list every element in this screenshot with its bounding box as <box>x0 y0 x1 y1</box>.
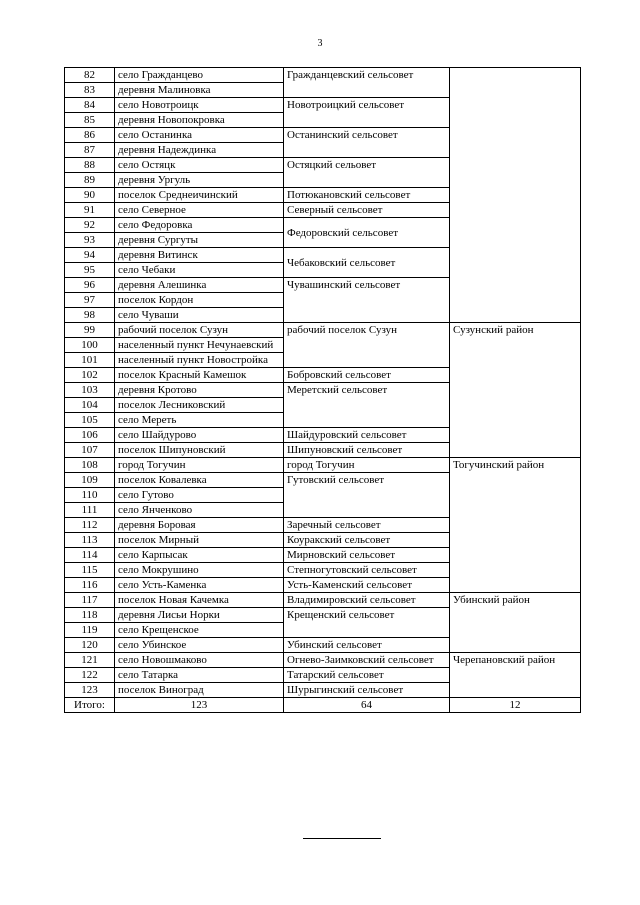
row-number: 98 <box>65 308 115 323</box>
total-districts: 12 <box>450 698 581 713</box>
row-number: 96 <box>65 278 115 293</box>
settlement-name: деревня Сургуты <box>115 233 284 248</box>
settlement-name: поселок Красный Камешок <box>115 368 284 383</box>
settlement-name: деревня Надеждинка <box>115 143 284 158</box>
row-number: 111 <box>65 503 115 518</box>
row-number: 84 <box>65 98 115 113</box>
total-label: Итого: <box>65 698 115 713</box>
table-row <box>65 68 581 83</box>
council-name: Мирновский сельсовет <box>284 548 450 563</box>
row-number: 91 <box>65 203 115 218</box>
row-number: 115 <box>65 563 115 578</box>
row-number: 86 <box>65 128 115 143</box>
council-name: Меретский сельсовет <box>284 383 450 428</box>
row-number: 113 <box>65 533 115 548</box>
row-number: 118 <box>65 608 115 623</box>
settlement-name: деревня Лисьи Норки <box>115 608 284 623</box>
settlement-name: село Останинка <box>115 128 284 143</box>
row-number: 99 <box>65 323 115 338</box>
settlement-name: поселок Ковалевка <box>115 473 284 488</box>
settlement-name: деревня Боровая <box>115 518 284 533</box>
row-number: 82 <box>65 68 115 83</box>
row-number: 94 <box>65 248 115 263</box>
district-name: Убинский район <box>450 593 581 653</box>
total-row <box>65 698 581 713</box>
row-number: 120 <box>65 638 115 653</box>
settlement-name: село Убинское <box>115 638 284 653</box>
district-name: Черепановский район <box>450 653 581 698</box>
table-row <box>65 653 581 668</box>
settlement-name: поселок Мирный <box>115 533 284 548</box>
row-number: 103 <box>65 383 115 398</box>
council-name: Татарский сельсовет <box>284 668 450 683</box>
row-number: 122 <box>65 668 115 683</box>
council-name: Останинский сельсовет <box>284 128 450 158</box>
settlement-name: село Крещенское <box>115 623 284 638</box>
settlement-name: рабочий поселок Сузун <box>115 323 284 338</box>
council-name: Шурыгинский сельсовет <box>284 683 450 698</box>
settlement-name: село Шайдурово <box>115 428 284 443</box>
settlement-name: село Гутово <box>115 488 284 503</box>
settlement-name: поселок Лесниковский <box>115 398 284 413</box>
row-number: 114 <box>65 548 115 563</box>
row-number: 112 <box>65 518 115 533</box>
district-name: Тогучинский район <box>450 458 581 593</box>
row-number: 97 <box>65 293 115 308</box>
settlement-name: поселок Кордон <box>115 293 284 308</box>
settlement-name: город Тогучин <box>115 458 284 473</box>
row-number: 116 <box>65 578 115 593</box>
council-name: Гражданцевский сельсовет <box>284 68 450 98</box>
council-name: Остяцкий сельовет <box>284 158 450 188</box>
settlement-name: деревня Ургуль <box>115 173 284 188</box>
settlement-name: деревня Витинск <box>115 248 284 263</box>
settlement-name: село Мокрушино <box>115 563 284 578</box>
row-number: 108 <box>65 458 115 473</box>
council-name: Чебаковский сельсовет <box>284 248 450 278</box>
row-number: 105 <box>65 413 115 428</box>
settlement-name: поселок Новая Качемка <box>115 593 284 608</box>
settlement-name: село Усть-Каменка <box>115 578 284 593</box>
row-number: 93 <box>65 233 115 248</box>
row-number: 90 <box>65 188 115 203</box>
table-row <box>65 458 581 473</box>
settlement-name: село Чебаки <box>115 263 284 278</box>
settlement-name: село Янченково <box>115 503 284 518</box>
settlement-name: поселок Шипуновский <box>115 443 284 458</box>
settlement-name: село Новошмаково <box>115 653 284 668</box>
row-number: 92 <box>65 218 115 233</box>
settlement-name: деревня Новопокровка <box>115 113 284 128</box>
row-number: 117 <box>65 593 115 608</box>
settlement-name: поселок Виноград <box>115 683 284 698</box>
council-name: Шайдуровский сельсовет <box>284 428 450 443</box>
council-name: Бобровский сельсовет <box>284 368 450 383</box>
settlement-name: село Северное <box>115 203 284 218</box>
council-name: Усть-Каменский сельсовет <box>284 578 450 593</box>
settlement-name: село Остяцк <box>115 158 284 173</box>
settlements-table <box>64 67 581 713</box>
council-name: Коуракский сельсовет <box>284 533 450 548</box>
total-councils: 64 <box>284 698 450 713</box>
council-name: город Тогучин <box>284 458 450 473</box>
district-name <box>450 68 581 323</box>
settlement-name: село Новотроицк <box>115 98 284 113</box>
row-number: 110 <box>65 488 115 503</box>
row-number: 107 <box>65 443 115 458</box>
council-name: Владимировский сельсовет <box>284 593 450 608</box>
row-number: 104 <box>65 398 115 413</box>
settlement-name: деревня Алешинка <box>115 278 284 293</box>
row-number: 119 <box>65 623 115 638</box>
row-number: 87 <box>65 143 115 158</box>
district-name: Сузунский район <box>450 323 581 458</box>
row-number: 123 <box>65 683 115 698</box>
table-row <box>65 593 581 608</box>
row-number: 100 <box>65 338 115 353</box>
settlement-name: село Татарка <box>115 668 284 683</box>
council-name: рабочий поселок Сузун <box>284 323 450 368</box>
settlement-name: деревня Малиновка <box>115 83 284 98</box>
council-name: Потюкановский сельсовет <box>284 188 450 203</box>
settlement-name: село Мереть <box>115 413 284 428</box>
council-name: Северный сельсовет <box>284 203 450 218</box>
settlement-name: населенный пункт Новостройка <box>115 353 284 368</box>
settlement-name: село Карпысак <box>115 548 284 563</box>
council-name: Заречный сельсовет <box>284 518 450 533</box>
page-number: 3 <box>317 38 323 49</box>
footer-divider <box>303 838 381 839</box>
council-name: Крещенский сельсовет <box>284 608 450 638</box>
settlement-name: поселок Среднеичинский <box>115 188 284 203</box>
row-number: 95 <box>65 263 115 278</box>
council-name: Огнево-Заимковский сельсовет <box>284 653 450 668</box>
row-number: 102 <box>65 368 115 383</box>
council-name: Новотроицкий сельсовет <box>284 98 450 128</box>
table-body <box>65 68 581 698</box>
row-number: 109 <box>65 473 115 488</box>
row-number: 121 <box>65 653 115 668</box>
council-name: Шипуновский сельсовет <box>284 443 450 458</box>
council-name: Федоровский сельсовет <box>284 218 450 248</box>
council-name: Гутовский сельсовет <box>284 473 450 518</box>
row-number: 83 <box>65 83 115 98</box>
settlement-name: село Федоровка <box>115 218 284 233</box>
council-name: Степногутовский сельсовет <box>284 563 450 578</box>
settlement-name: село Чуваши <box>115 308 284 323</box>
row-number: 101 <box>65 353 115 368</box>
table-row <box>65 323 581 338</box>
row-number: 89 <box>65 173 115 188</box>
settlement-name: населенный пункт Нечунаевский <box>115 338 284 353</box>
total-settlements: 123 <box>115 698 284 713</box>
council-name: Чувашинский сельсовет <box>284 278 450 323</box>
council-name: Убинский сельсовет <box>284 638 450 653</box>
row-number: 85 <box>65 113 115 128</box>
settlement-name: село Гражданцево <box>115 68 284 83</box>
settlement-name: деревня Кротово <box>115 383 284 398</box>
row-number: 88 <box>65 158 115 173</box>
row-number: 106 <box>65 428 115 443</box>
